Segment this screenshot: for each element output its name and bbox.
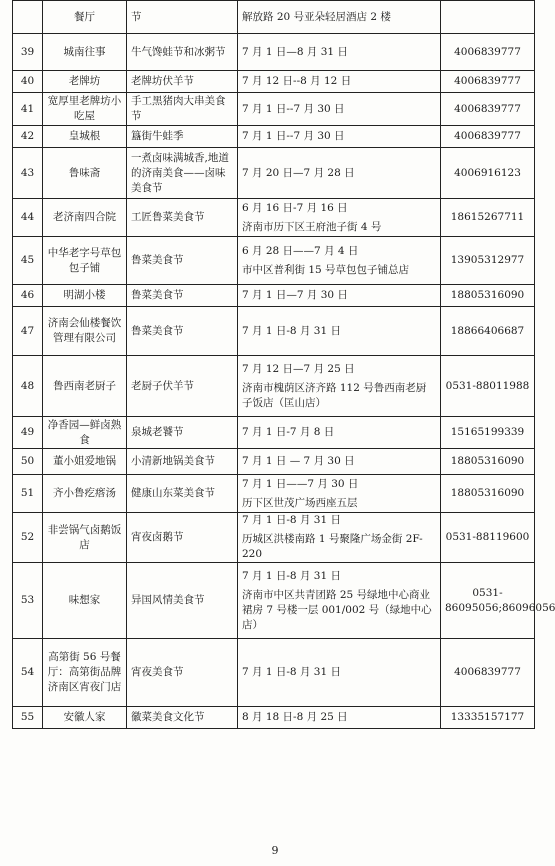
info-cell xyxy=(238,563,441,639)
table-row xyxy=(13,71,535,93)
restaurant-name-cell: 高第街 56 号餐厅：高第街品牌济南区宵夜门店 xyxy=(43,639,127,707)
restaurant-name-cell: 安徽人家 xyxy=(43,707,127,729)
event-name-cell: 簋街牛蛙季 xyxy=(127,126,238,148)
table-row xyxy=(13,199,535,237)
phone-cell: 4006839777 xyxy=(441,639,535,707)
restaurant-name-cell: 宽厚里老牌坊小吃屋 xyxy=(43,93,127,126)
event-name-cell: 健康山东菜美食节 xyxy=(127,475,238,513)
date-range: 7 月 1 日--7 月 30 日 xyxy=(242,130,345,142)
phone-cell: 0531-86095056;86096056 xyxy=(441,563,535,639)
page-number: 9 xyxy=(271,844,279,857)
phone-cell: 4006839777 xyxy=(441,34,535,71)
date-range: 7 月 1 日 — 7 月 30 日 xyxy=(242,455,355,467)
phone-cell: 18615267711 xyxy=(441,199,535,237)
event-name-cell: 小清新地锅美食节 xyxy=(127,449,238,475)
info-cell xyxy=(238,307,441,356)
row-number-cell xyxy=(13,1,43,34)
date-range: 7 月 1 日--7 月 30 日 xyxy=(242,102,345,115)
restaurant-name-cell: 老牌坊 xyxy=(43,71,127,93)
date-range: 7 月 12 日--8 月 12 日 xyxy=(242,75,352,87)
event-table xyxy=(12,0,555,729)
row-number-cell: 43 xyxy=(13,148,43,199)
event-name-cell: 鲁菜美食节 xyxy=(127,307,238,356)
table-row xyxy=(13,639,535,707)
info-cell xyxy=(238,475,441,513)
date-range: 6 月 28 日——7 月 4 日 xyxy=(242,244,359,257)
restaurant-name-cell: 济南会仙楼餐饮管理有限公司 xyxy=(43,307,127,356)
restaurant-name-cell: 城南往事 xyxy=(43,34,127,71)
row-number-cell: 46 xyxy=(13,285,43,307)
phone-cell: 13905312977 xyxy=(441,237,535,285)
address: 历城区洪楼南路 1 号聚隆广场金街 2F-220 xyxy=(242,533,423,560)
row-number-cell: 44 xyxy=(13,199,43,237)
restaurant-name-cell: 餐厅 xyxy=(43,1,127,34)
info-cell xyxy=(238,199,441,237)
info-cell xyxy=(238,639,441,707)
event-name-cell: 牛气馋蛙节和冰粥节 xyxy=(127,34,238,71)
date-range: 7 月 1 日-8 月 31 日 xyxy=(242,514,341,526)
event-name-cell: 手工黑猪肉大串美食节 xyxy=(127,93,238,126)
phone-cell: 13335157177 xyxy=(441,707,535,729)
table-row xyxy=(13,237,535,285)
row-number-cell: 51 xyxy=(13,475,43,513)
date-range: 7 月 1 日——7 月 30 日 xyxy=(242,477,359,490)
event-name-cell: 宵夜卤鹅节 xyxy=(127,513,238,563)
restaurant-name-cell: 齐小鲁疙瘩汤 xyxy=(43,475,127,513)
info-cell xyxy=(238,34,441,71)
info-cell xyxy=(238,356,441,417)
date-range: 7 月 20 日—7 月 28 日 xyxy=(242,166,355,179)
restaurant-name-cell: 老济南四合院 xyxy=(43,199,127,237)
restaurant-name-cell: 净香园—鲜卤熟食 xyxy=(43,417,127,449)
phone-cell: 18866406687 xyxy=(441,307,535,356)
phone-cell: 15165199339 xyxy=(441,417,535,449)
event-name-cell: 老厨子伏羊节 xyxy=(127,356,238,417)
phone-cell: 18805316090 xyxy=(441,475,535,513)
phone-cell: 18805316090 xyxy=(441,449,535,475)
date-range: 7 月 1 日-8 月 31 日 xyxy=(242,666,341,678)
info-cell xyxy=(238,417,441,449)
row-number-cell: 47 xyxy=(13,307,43,356)
table-row xyxy=(13,148,535,199)
info-cell: 解放路 20 号亚朵轻居酒店 2 楼 xyxy=(238,1,441,34)
restaurant-name-cell: 味想家 xyxy=(43,563,127,639)
restaurant-name-cell: 鲁西南老厨子 xyxy=(43,356,127,417)
date-range: 7 月 12 日—7 月 25 日 xyxy=(242,362,355,375)
event-name-cell: 徽菜美食文化节 xyxy=(127,707,238,729)
date-range: 8 月 18 日-8 月 25 日 xyxy=(242,711,348,723)
phone-cell: 4006839777 xyxy=(441,93,535,126)
phone-cell xyxy=(441,1,535,34)
restaurant-name-cell: 中华老字号草包包子铺 xyxy=(43,237,127,285)
phone-cell: 4006839777 xyxy=(441,126,535,148)
table-row xyxy=(13,93,535,126)
phone-cell: 4006839777 xyxy=(441,71,535,93)
info-cell xyxy=(238,71,441,93)
restaurant-name-cell: 非尝锅气卤鹅饭店 xyxy=(43,513,127,563)
event-name-cell: 宵夜美食节 xyxy=(127,639,238,707)
header-continuation-row xyxy=(13,1,535,34)
restaurant-name-cell: 明湖小楼 xyxy=(43,285,127,307)
table-row xyxy=(13,513,535,563)
table-row xyxy=(13,563,535,639)
info-cell xyxy=(238,93,441,126)
event-name-cell: 一煮卤味满城香,地道的济南美食——卤味美食节 xyxy=(127,148,238,199)
row-number-cell: 54 xyxy=(13,639,43,707)
phone-cell: 4006916123 xyxy=(441,148,535,199)
table-row xyxy=(13,707,535,729)
table-row xyxy=(13,126,535,148)
info-cell xyxy=(238,126,441,148)
row-number-cell: 52 xyxy=(13,513,43,563)
table-row xyxy=(13,285,535,307)
info-cell xyxy=(238,449,441,475)
event-name-cell: 异国风情美食节 xyxy=(127,563,238,639)
table-row xyxy=(13,449,535,475)
event-name-cell: 老牌坊伏羊节 xyxy=(127,71,238,93)
event-name-cell: 泉城老饕节 xyxy=(127,417,238,449)
row-number-cell: 45 xyxy=(13,237,43,285)
info-cell xyxy=(238,707,441,729)
event-name-cell: 工匠鲁菜美食节 xyxy=(127,199,238,237)
row-number-cell: 49 xyxy=(13,417,43,449)
address: 历下区世茂广场西座五层 xyxy=(242,496,358,509)
phone-cell: 18805316090 xyxy=(441,285,535,307)
event-name-cell: 鲁菜美食节 xyxy=(127,237,238,285)
restaurant-name-cell: 鲁味斋 xyxy=(43,148,127,199)
row-number-cell: 42 xyxy=(13,126,43,148)
info-cell xyxy=(238,237,441,285)
address: 市中区普利街 15 号草包包子铺总店 xyxy=(242,263,410,276)
event-name-cell: 节 xyxy=(127,1,238,34)
date-range: 6 月 16 日-7 月 16 日 xyxy=(242,201,348,214)
row-number-cell: 48 xyxy=(13,356,43,417)
info-cell xyxy=(238,513,441,563)
row-number-cell: 55 xyxy=(13,707,43,729)
address: 济南市中区共青团路 25 号绿地中心商业裙房 7 号楼一层 001/002 号（绿地中心店） xyxy=(242,588,432,631)
table-row xyxy=(13,356,535,417)
info-cell xyxy=(238,285,441,307)
table-body xyxy=(13,1,555,729)
date-range: 7 月 1 日—8 月 31 日 xyxy=(242,45,348,58)
restaurant-name-cell: 董小姐爱地锅 xyxy=(43,449,127,475)
row-number-cell: 41 xyxy=(13,93,43,126)
table-row xyxy=(13,307,535,356)
date-range: 7 月 1 日-8 月 31 日 xyxy=(242,569,341,582)
date-range: 7 月 1 日-8 月 31 日 xyxy=(242,324,341,337)
row-number-cell: 50 xyxy=(13,449,43,475)
phone-cell: 0531-88011988 xyxy=(441,356,535,417)
row-number-cell: 53 xyxy=(13,563,43,639)
date-range: 7 月 1 日—7 月 30 日 xyxy=(242,289,348,301)
info-cell xyxy=(238,148,441,199)
table-row xyxy=(13,475,535,513)
table-row xyxy=(13,34,535,71)
row-number-cell: 40 xyxy=(13,71,43,93)
row-number-cell: 39 xyxy=(13,34,43,71)
phone-cell: 0531-88119600 xyxy=(441,513,535,563)
address: 济南市槐荫区济齐路 112 号鲁西南老厨子饭店（匡山店） xyxy=(242,381,427,409)
event-name-cell: 鲁菜美食节 xyxy=(127,285,238,307)
address: 济南市历下区王府池子街 4 号 xyxy=(242,220,382,233)
date-range: 7 月 1 日-7 月 8 日 xyxy=(242,426,335,438)
table-row xyxy=(13,417,535,449)
restaurant-name-cell: 皇城根 xyxy=(43,126,127,148)
